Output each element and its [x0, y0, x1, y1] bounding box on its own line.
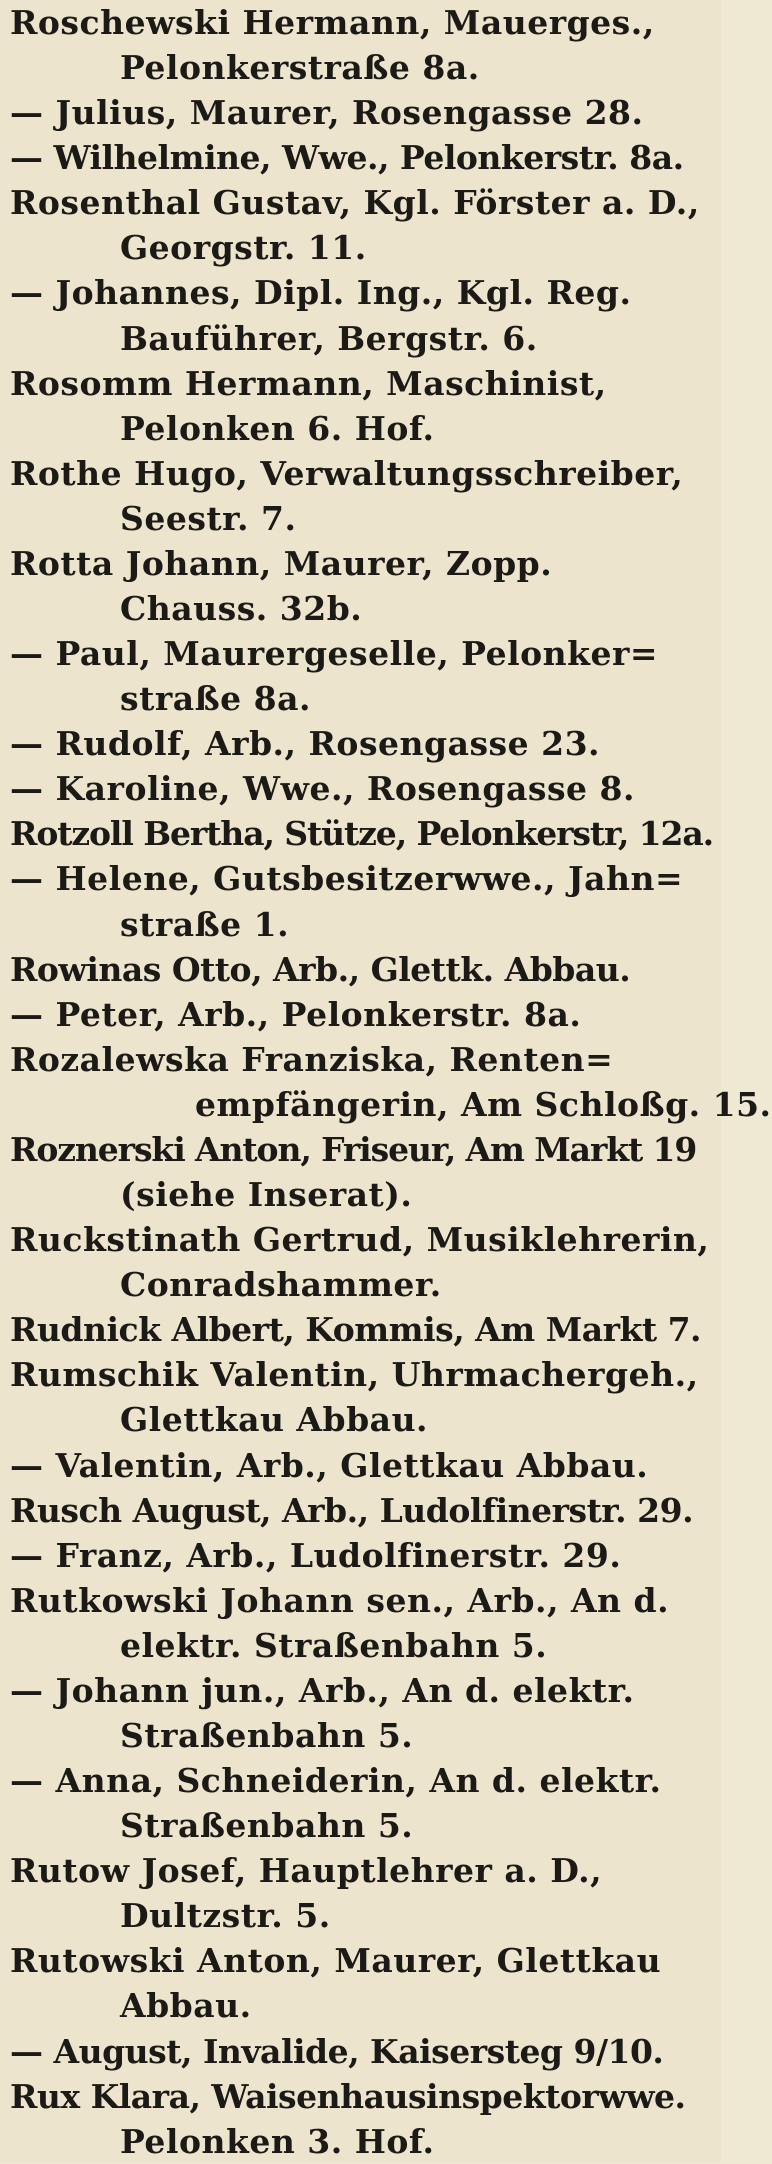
entry-continuation-line: Bauführer, Bergstr. 6. — [120, 318, 538, 358]
entry-line: — Anna, Schneiderin, An d. elektr. — [10, 1761, 662, 1801]
directory-entries — [10, 0, 772, 2164]
entry-continuation-line: elektr. Straßenbahn 5. — [120, 1625, 548, 1665]
entry-line: Rutow Josef, Hauptlehrer a. D., — [10, 1851, 603, 1891]
entry-line: — August, Invalide, Kaisersteg 9/10. — [10, 2031, 664, 2071]
entry-continuation-line: empfängerin, Am Schloßg. 15. — [195, 1084, 772, 1124]
entry-continuation-line: Glettkau Abbau. — [120, 1400, 429, 1440]
entry-line: Roschewski Hermann, Mauerges., — [10, 3, 655, 42]
entry-continuation-line: (siehe Inserat). — [120, 1175, 413, 1215]
entry-line: Rudnick Albert, Kommis, Am Markt 7. — [10, 1310, 702, 1350]
entry-continuation-line: Georgstr. 11. — [120, 228, 367, 268]
entry-continuation-line: Dultzstr. 5. — [120, 1896, 331, 1936]
entry-line: Rosenthal Gustav, Kgl. Förster a. D., — [10, 183, 700, 223]
entry-continuation-line: Pelonkerstraße 8a. — [120, 48, 480, 88]
entry-line: — Johannes, Dipl. Ing., Kgl. Reg. — [10, 273, 632, 313]
entry-continuation-line: Pelonken 3. Hof. — [120, 2121, 435, 2161]
entry-line: — Wilhelmine, Wwe., Pelonkerstr. 8a. — [10, 138, 684, 178]
entry-line: Rotzoll Bertha, Stütze, Pelonkerstr, 12a. — [10, 814, 714, 854]
entry-line: — Johann jun., Arb., An d. elektr. — [10, 1670, 635, 1710]
entry-line: Rusch August, Arb., Ludolfinerstr. 29. — [10, 1490, 694, 1530]
entry-line: Rozalewska Franziska, Renten= — [10, 1039, 614, 1079]
entry-line: Rosomm Hermann, Maschinist, — [10, 363, 607, 403]
entry-line: — Rudolf, Arb., Rosengasse 23. — [10, 724, 601, 764]
entry-line: — Franz, Arb., Ludolfinerstr. 29. — [10, 1535, 622, 1575]
entry-line: — Paul, Maurergeselle, Pelonker= — [10, 634, 659, 674]
entry-line: Rutkowski Johann sen., Arb., An d. — [10, 1580, 670, 1620]
entry-line: Rux Klara, Waisenhausinspektorwwe. — [10, 2076, 686, 2116]
entry-line: — Valentin, Arb., Glettkau Abbau. — [10, 1445, 649, 1485]
entry-line: — Karoline, Wwe., Rosengasse 8. — [10, 769, 635, 809]
entry-line: — Helene, Gutsbesitzerwwe., Jahn= — [10, 859, 684, 899]
entry-continuation-line: Pelonken 6. Hof. — [120, 408, 435, 448]
entry-line: — Peter, Arb., Pelonkerstr. 8a. — [10, 994, 582, 1034]
entry-continuation-line: Straßenbahn 5. — [120, 1715, 414, 1755]
entry-line: Roznerski Anton, Friseur, Am Markt 19 — [10, 1129, 697, 1169]
entry-line: Rothe Hugo, Verwaltungsschreiber, — [10, 453, 684, 493]
entry-line: Rumschik Valentin, Uhrmachergeh., — [10, 1355, 699, 1395]
entry-continuation-line: straße 8a. — [120, 679, 311, 719]
entry-continuation-line: Seestr. 7. — [120, 498, 297, 538]
entry-continuation-line: Abbau. — [120, 1986, 252, 2026]
entry-continuation-line: Straßenbahn 5. — [120, 1806, 414, 1846]
entry-continuation-line: Conradshammer. — [120, 1265, 442, 1305]
entry-continuation-line: straße 1. — [120, 904, 290, 944]
entry-line: Rutowski Anton, Maurer, Glettkau — [10, 1941, 662, 1981]
entry-line: Rotta Johann, Maurer, Zopp. — [10, 543, 553, 583]
entry-continuation-line: Chauss. 32b. — [120, 589, 363, 629]
entry-line: — Julius, Maurer, Rosengasse 28. — [10, 93, 644, 133]
entry-line: Rowinas Otto, Arb., Glettk. Abbau. — [10, 949, 631, 989]
entry-line: Ruckstinath Gertrud, Musiklehrerin, — [10, 1220, 710, 1260]
